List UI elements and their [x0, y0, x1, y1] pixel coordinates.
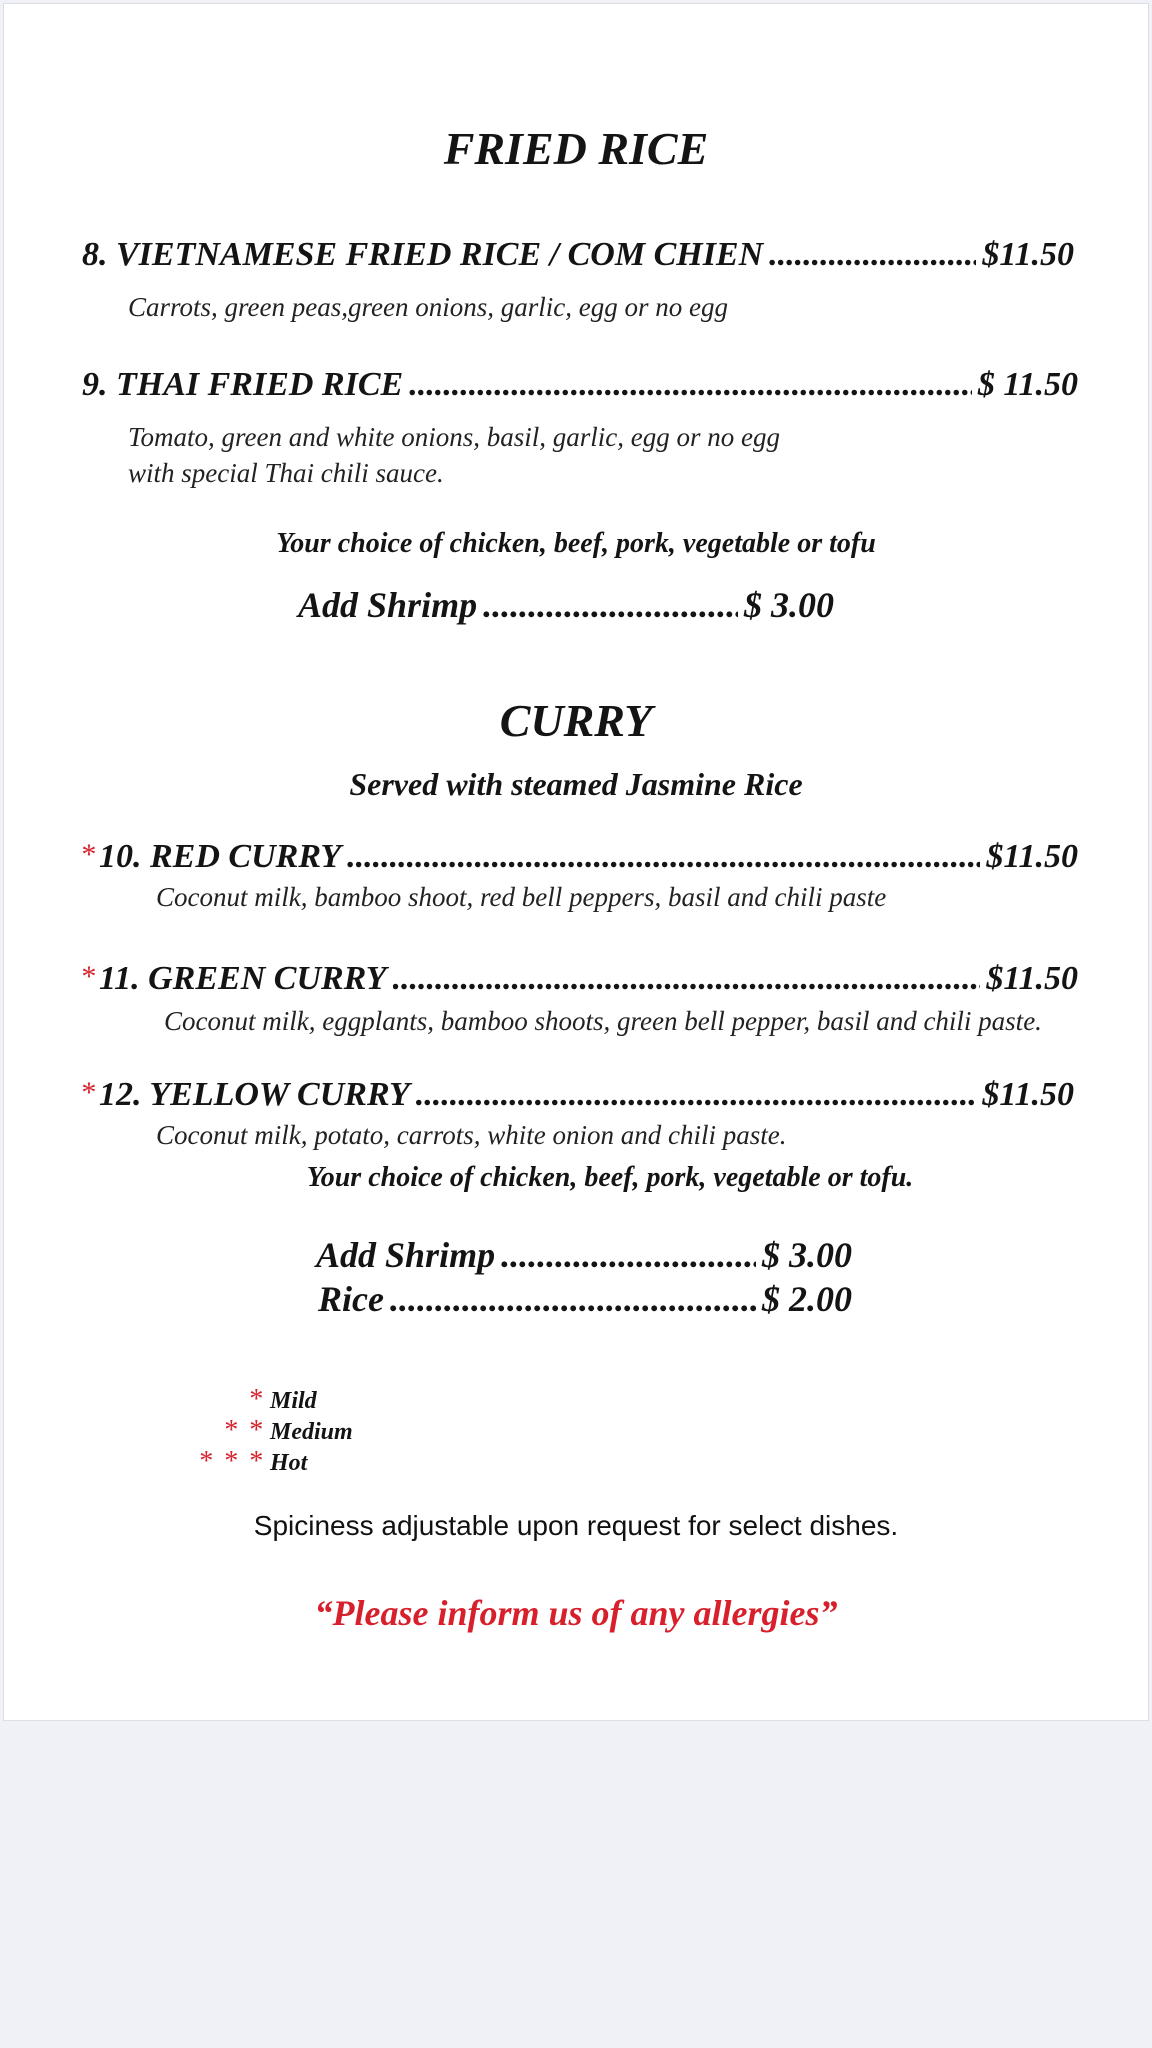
dot-leader [501, 1234, 756, 1276]
spiciness-note: Spiciness adjustable upon request for select dishes. [253, 1510, 899, 1541]
extra-name: Add Shrimp [316, 1235, 496, 1275]
item-description: Coconut milk, bamboo shoot, red bell peppers, basil and chili paste [156, 882, 887, 912]
spice-star-icon: * [248, 1384, 264, 1415]
item-description: Coconut milk, potato, carrots, white onion and chili paste. [156, 1120, 787, 1150]
dot-leader [409, 366, 972, 404]
legend-label: Medium [270, 1419, 353, 1445]
extra-add-shrimp [316, 1234, 852, 1276]
spice-star-icon: * * [223, 1415, 264, 1446]
protein-choice-note: Your choice of chicken, beef, pork, vegetable or tofu [276, 528, 876, 559]
item-description: Carrots, green peas,green onions, garlic, egg or no egg [128, 292, 728, 322]
item-description: Coconut milk, eggplants, bamboo shoots, green bell pepper, basil and chili paste. [164, 1006, 1042, 1036]
extra-rice [318, 1278, 852, 1320]
extra-add-shrimp [298, 584, 834, 626]
extra-name: Add Shrimp [298, 585, 478, 625]
legend-mild [194, 1384, 317, 1416]
dot-leader [390, 1278, 756, 1320]
dot-leader [769, 236, 976, 274]
item-name: 12. YELLOW CURRY [99, 1076, 410, 1113]
item-price: $11.50 [982, 236, 1074, 273]
extra-name: Rice [318, 1279, 384, 1319]
dot-leader [416, 1076, 977, 1114]
legend-medium [194, 1415, 353, 1447]
item-name: 8. VIETNAMESE FRIED RICE / COM CHIEN [82, 236, 764, 273]
allergy-note: “Please inform us of any allergies” [314, 1593, 838, 1633]
extra-price: $ 2.00 [762, 1279, 852, 1319]
menu-item-red-curry [80, 838, 1078, 876]
menu-item-green-curry [80, 960, 1078, 998]
spice-star-icon: * [80, 1076, 95, 1109]
fried-rice-title: FRIED RICE [443, 123, 709, 174]
legend-label: Hot [270, 1450, 308, 1476]
item-name: 9. THAI FRIED RICE [82, 366, 404, 403]
dot-leader [393, 960, 981, 998]
item-price: $ 11.50 [977, 366, 1078, 403]
menu-item-thai-fried-rice [82, 366, 1078, 404]
item-name: 11. GREEN CURRY [99, 960, 387, 997]
spice-star-icon: * [80, 960, 95, 993]
legend-label: Mild [270, 1388, 317, 1414]
menu-item-vietnamese-fried-rice [82, 236, 1074, 274]
legend-hot [194, 1446, 307, 1478]
dot-leader [483, 584, 738, 626]
curry-subtitle: Served with steamed Jasmine Rice [349, 766, 803, 802]
extra-price: $ 3.00 [762, 1235, 852, 1275]
item-description: Tomato, green and white onions, basil, garlic, egg or no egg [128, 422, 780, 452]
extra-price: $ 3.00 [744, 585, 834, 625]
spice-star-icon: * [80, 838, 95, 871]
protein-choice-note: Your choice of chicken, beef, pork, vegetable or tofu. [306, 1162, 914, 1193]
spice-star-icon: * * * [198, 1446, 264, 1477]
item-name: 10. RED CURRY [99, 838, 342, 875]
curry-title: CURRY [499, 695, 653, 746]
menu-page [3, 3, 1149, 1721]
dot-leader [347, 838, 980, 876]
item-price: $11.50 [986, 838, 1078, 875]
item-price: $11.50 [982, 1076, 1074, 1113]
item-description: with special Thai chili sauce. [128, 458, 444, 488]
menu-item-yellow-curry [80, 1076, 1074, 1114]
item-price: $11.50 [986, 960, 1078, 997]
